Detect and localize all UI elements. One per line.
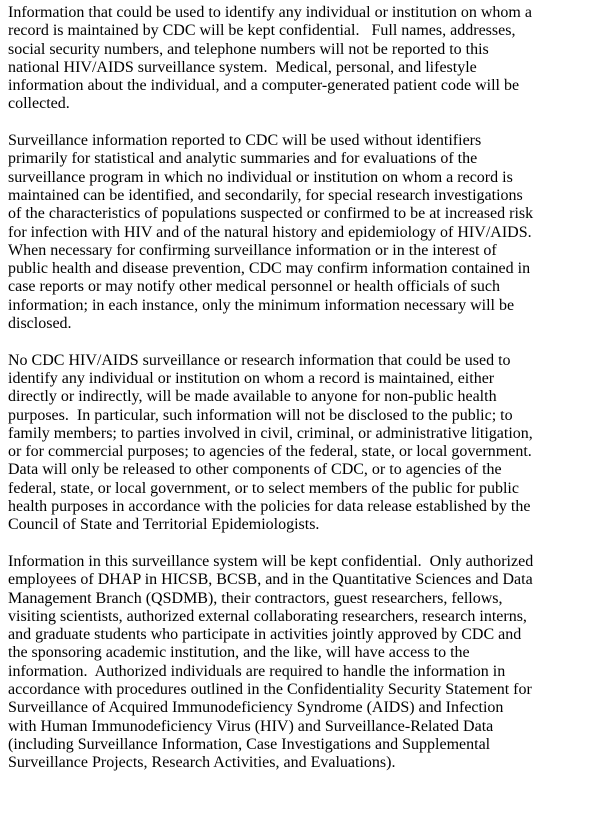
text-line: collected. <box>8 95 70 113</box>
text-line: health purposes in accordance with the policies for data release established by the <box>8 498 531 516</box>
text-line: federal, state, or local government, or to select members of the public for public <box>8 479 519 497</box>
text-line: No CDC HIV/AIDS surveillance or research information that could be used to <box>8 351 511 369</box>
paragraph-use-of-information <box>8 132 594 333</box>
text-line: maintained can be identified, and secondarily, for special research investigations <box>8 186 523 204</box>
text-line: social security numbers, and telephone numbers will not be reported to this <box>8 40 489 58</box>
paragraph-authorized-access <box>8 553 594 773</box>
text-line: Surveillance information reported to CDC will be used without identifiers <box>8 132 482 150</box>
text-line: purposes. In particular, such information will not be disclosed to the public; to <box>8 406 513 424</box>
text-line: Surveillance Projects, Research Activities, and Evaluations). <box>8 754 396 772</box>
text-line: employees of DHAP in HICSB, BCSB, and in the Quantitative Sciences and Data <box>8 571 533 589</box>
text-line: visiting scientists, authorized external collaborating researchers, research interns, <box>8 607 527 625</box>
text-line: of the characteristics of populations suspected or confirmed to be at increased risk <box>8 205 534 223</box>
text-line: information. Authorized individuals are required to handle the information in <box>8 662 506 680</box>
paragraph-confidentiality <box>8 4 594 114</box>
text-line: family members; to parties involved in civil, criminal, or administrative litigation, <box>8 424 533 442</box>
text-line: Management Branch (QSDMB), their contractors, guest researchers, fellows, <box>8 589 503 607</box>
text-line: Surveillance of Acquired Immunodeficiency Syndrome (AIDS) and Infection <box>8 699 504 717</box>
text-line: Information in this surveillance system will be kept confidential. Only authorized <box>8 552 534 570</box>
text-line: surveillance program in which no individual or institution on whom a record is <box>8 168 513 186</box>
text-line: identify any individual or institution on whom a record is maintained, either <box>8 369 495 387</box>
text-line: national HIV/AIDS surveillance system. Medical, personal, and lifestyle <box>8 58 477 76</box>
text-line: or for commercial purposes; to agencies of the federal, state, or local government. <box>8 443 532 461</box>
text-line: for infection with HIV and of the natural history and epidemiology of HIV/AIDS. <box>8 223 532 241</box>
text-line: with Human Immunodeficiency Virus (HIV) and Surveillance-Related Data <box>8 717 494 735</box>
text-line: record is maintained by CDC will be kept confidential. Full names, addresses, <box>8 22 516 40</box>
text-line: the sponsoring academic institution, and the like, will have access to the <box>8 644 470 662</box>
text-line: and graduate students who participate in activities jointly approved by CDC and <box>8 626 522 644</box>
text-line: case reports or may notify other medical personnel or health officials of such <box>8 278 500 296</box>
text-line: information; in each instance, only the minimum information necessary will be <box>8 296 515 314</box>
text-line: public health and disease prevention, CDC may confirm information contained in <box>8 260 531 278</box>
text-line: accordance with procedures outlined in the Confidentiality Security Statement for <box>8 680 532 698</box>
text-line: directly or indirectly, will be made available to anyone for non-public health <box>8 388 497 406</box>
text-line: (including Surveillance Information, Case Investigations and Supplemental <box>8 735 491 753</box>
text-line: primarily for statistical and analytic summaries and for evaluations of the <box>8 150 478 168</box>
text-line: information about the individual, and a computer-generated patient code will be <box>8 77 520 95</box>
text-line: When necessary for confirming surveillance information or in the interest of <box>8 241 497 259</box>
paragraph-disclosure-restrictions <box>8 352 594 535</box>
text-line: Council of State and Territorial Epidemiologists. <box>8 516 320 534</box>
text-line: Data will only be released to other components of CDC, or to agencies of the <box>8 461 502 479</box>
text-line: disclosed. <box>8 315 72 333</box>
text-line: Information that could be used to identify any individual or institution on whom a <box>8 4 532 21</box>
